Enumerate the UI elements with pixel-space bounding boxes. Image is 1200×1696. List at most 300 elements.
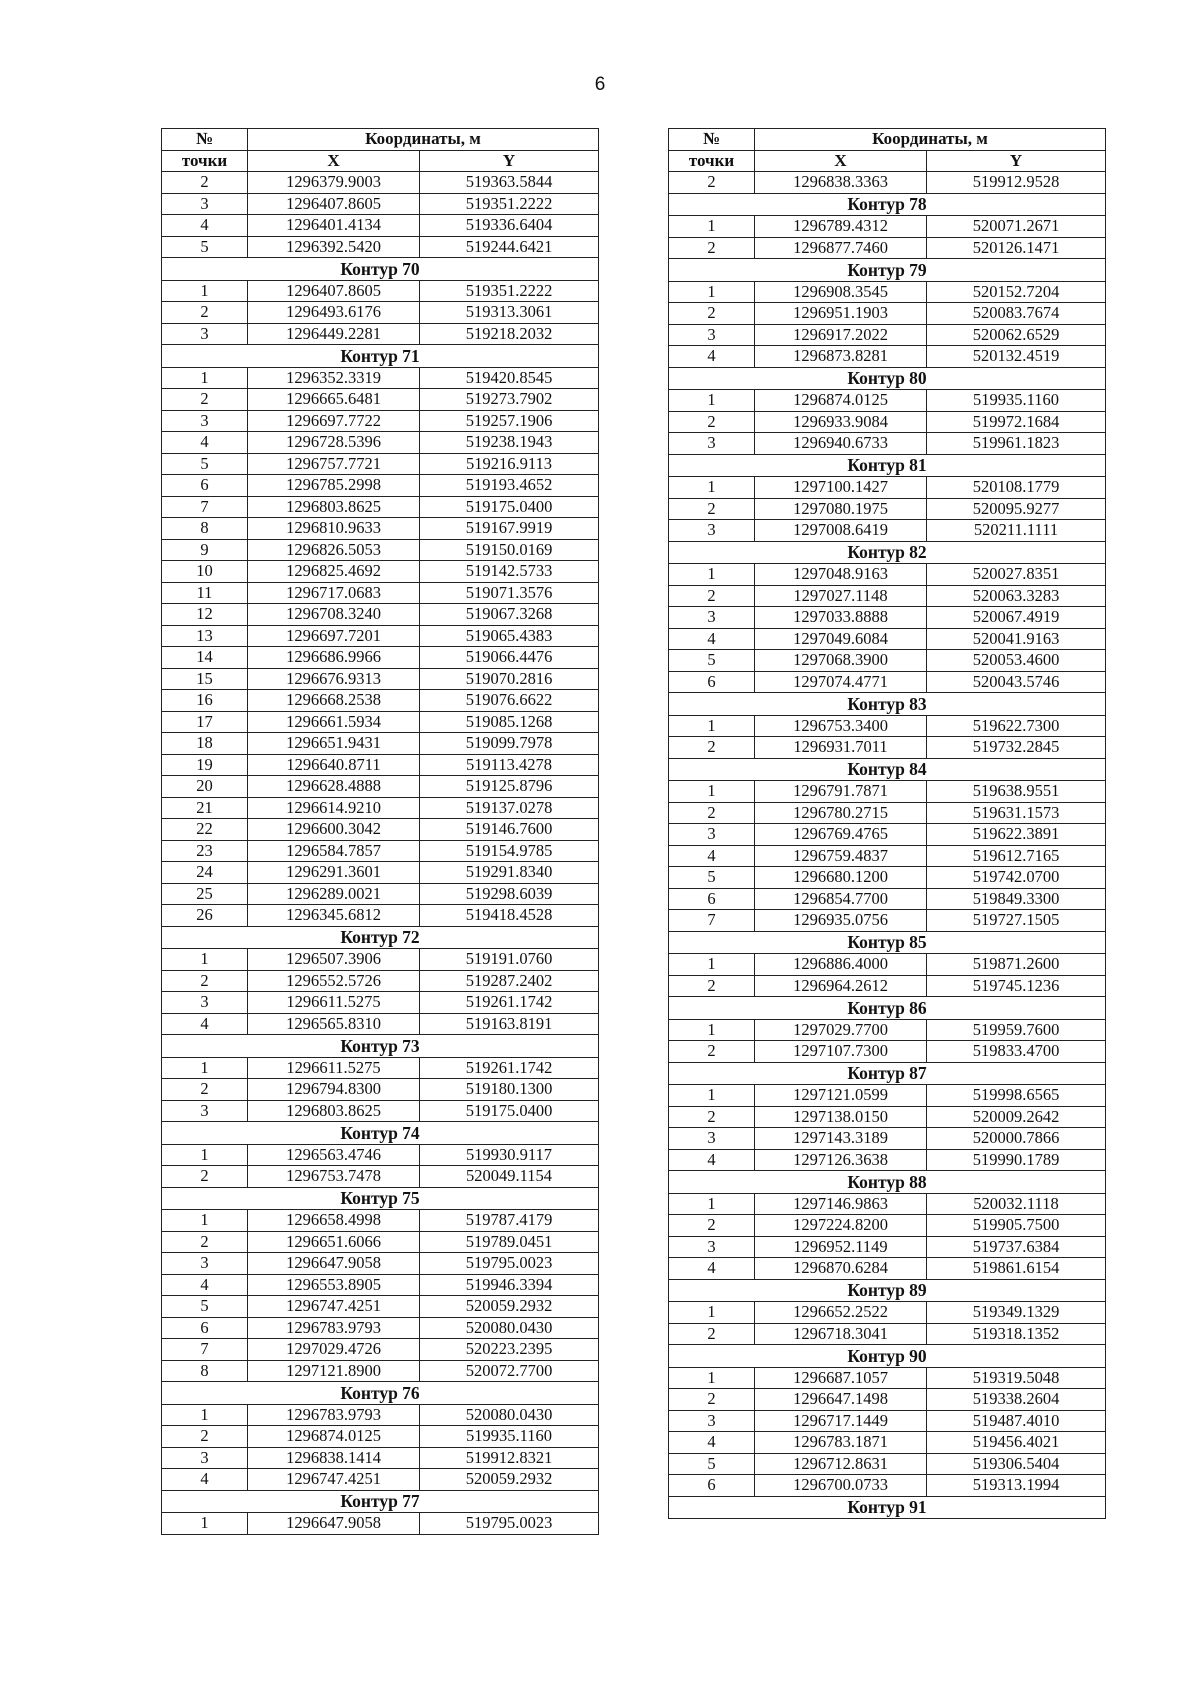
y-coordinate-cell: 520009.2642 <box>927 1106 1106 1128</box>
table-row <box>162 367 599 389</box>
x-coordinate-cell: 1296449.2281 <box>248 323 420 345</box>
y-coordinate-cell: 520080.0430 <box>420 1317 599 1339</box>
table-row <box>162 323 599 345</box>
table-row <box>162 215 599 237</box>
point-number-cell: 1 <box>669 1302 755 1324</box>
y-coordinate-cell: 519959.7600 <box>927 1019 1106 1041</box>
x-coordinate-cell: 1296658.4998 <box>248 1210 420 1232</box>
x-coordinate-cell: 1296563.4746 <box>248 1144 420 1166</box>
table-row <box>669 824 1106 846</box>
table-row <box>162 711 599 733</box>
contour-header-row <box>669 758 1106 781</box>
table-row <box>162 1210 599 1232</box>
contour-label: Контур 83 <box>669 693 1106 716</box>
header-point-label: точки <box>162 150 248 172</box>
coordinates-table-left <box>161 128 599 1535</box>
table-row <box>669 1475 1106 1497</box>
x-coordinate-cell: 1296345.6812 <box>248 905 420 927</box>
contour-header-row <box>669 454 1106 477</box>
y-coordinate-cell: 519833.4700 <box>927 1041 1106 1063</box>
point-number-cell: 4 <box>162 1013 248 1035</box>
x-coordinate-cell: 1296785.2998 <box>248 475 420 497</box>
table-row <box>669 303 1106 325</box>
contour-header-row <box>162 1490 599 1513</box>
point-number-cell: 1 <box>162 280 248 302</box>
y-coordinate-cell: 519638.9551 <box>927 781 1106 803</box>
table-row <box>669 1128 1106 1150</box>
header-point-label: точки <box>669 150 755 172</box>
contour-label: Контур 75 <box>162 1187 599 1210</box>
y-coordinate-cell: 519912.9528 <box>927 172 1106 194</box>
point-number-cell: 3 <box>162 193 248 215</box>
point-number-cell: 18 <box>162 733 248 755</box>
contour-header-row <box>162 1035 599 1058</box>
table-row <box>669 628 1106 650</box>
contour-header-row <box>162 258 599 281</box>
table-body-left <box>162 172 599 1535</box>
y-coordinate-cell: 519150.0169 <box>420 539 599 561</box>
point-number-cell: 4 <box>162 432 248 454</box>
table-row <box>162 453 599 475</box>
x-coordinate-cell: 1296697.7722 <box>248 410 420 432</box>
contour-header-row <box>669 541 1106 564</box>
point-number-cell: 2 <box>162 1426 248 1448</box>
y-coordinate-cell: 519298.6039 <box>420 883 599 905</box>
x-coordinate-cell: 1296717.1449 <box>755 1410 927 1432</box>
point-number-cell: 5 <box>669 650 755 672</box>
y-coordinate-cell: 519420.8545 <box>420 367 599 389</box>
header-point-number: № <box>162 129 248 151</box>
x-coordinate-cell: 1296647.1498 <box>755 1389 927 1411</box>
point-number-cell: 2 <box>669 975 755 997</box>
table-row <box>162 883 599 905</box>
table-row <box>162 1274 599 1296</box>
point-number-cell: 5 <box>669 867 755 889</box>
table-row <box>162 992 599 1014</box>
contour-label: Контур 82 <box>669 541 1106 564</box>
x-coordinate-cell: 1296687.1057 <box>755 1367 927 1389</box>
x-coordinate-cell: 1296917.2022 <box>755 324 927 346</box>
y-coordinate-cell: 520053.4600 <box>927 650 1106 672</box>
contour-label: Контур 85 <box>669 931 1106 954</box>
contour-header-row <box>669 259 1106 282</box>
contour-header-row <box>669 193 1106 216</box>
x-coordinate-cell: 1296718.3041 <box>755 1323 927 1345</box>
x-coordinate-cell: 1296791.7871 <box>755 781 927 803</box>
y-coordinate-cell: 519998.6565 <box>927 1085 1106 1107</box>
y-coordinate-cell: 519456.4021 <box>927 1432 1106 1454</box>
y-coordinate-cell: 519795.0023 <box>420 1253 599 1275</box>
point-number-cell: 6 <box>669 671 755 693</box>
x-coordinate-cell: 1296783.9793 <box>248 1317 420 1339</box>
table-row <box>162 776 599 798</box>
point-number-cell: 24 <box>162 862 248 884</box>
x-coordinate-cell: 1296877.7460 <box>755 237 927 259</box>
table-row <box>669 585 1106 607</box>
table-row <box>669 237 1106 259</box>
x-coordinate-cell: 1296407.8605 <box>248 193 420 215</box>
point-number-cell: 4 <box>669 346 755 368</box>
contour-label: Контур 91 <box>669 1496 1106 1519</box>
y-coordinate-cell: 519137.0278 <box>420 797 599 819</box>
table-row <box>162 1253 599 1275</box>
y-coordinate-cell: 519905.7500 <box>927 1215 1106 1237</box>
table-row <box>669 498 1106 520</box>
table-row <box>162 561 599 583</box>
x-coordinate-cell: 1296493.6176 <box>248 302 420 324</box>
table-row <box>162 280 599 302</box>
y-coordinate-cell: 519418.4528 <box>420 905 599 927</box>
x-coordinate-cell: 1297121.8900 <box>248 1360 420 1382</box>
table-row <box>669 281 1106 303</box>
table-row <box>669 346 1106 368</box>
y-coordinate-cell: 520126.1471 <box>927 237 1106 259</box>
x-coordinate-cell: 1297138.0150 <box>755 1106 927 1128</box>
x-coordinate-cell: 1296584.7857 <box>248 840 420 862</box>
x-coordinate-cell: 1296826.5053 <box>248 539 420 561</box>
y-coordinate-cell: 519742.0700 <box>927 867 1106 889</box>
y-coordinate-cell: 519795.0023 <box>420 1513 599 1535</box>
point-number-cell: 14 <box>162 647 248 669</box>
table-row <box>162 1469 599 1491</box>
point-number-cell: 6 <box>162 475 248 497</box>
x-coordinate-cell: 1296665.6481 <box>248 389 420 411</box>
point-number-cell: 3 <box>669 324 755 346</box>
table-row <box>162 862 599 884</box>
contour-header-row <box>669 1279 1106 1302</box>
y-coordinate-cell: 519313.1994 <box>927 1475 1106 1497</box>
contour-header-row <box>669 1496 1106 1519</box>
y-coordinate-cell: 520032.1118 <box>927 1193 1106 1215</box>
header-y: Y <box>927 150 1106 172</box>
header-y: Y <box>420 150 599 172</box>
point-number-cell: 1 <box>669 390 755 412</box>
point-number-cell: 19 <box>162 754 248 776</box>
contour-header-row <box>162 1187 599 1210</box>
y-coordinate-cell: 520152.7204 <box>927 281 1106 303</box>
point-number-cell: 3 <box>162 410 248 432</box>
table-row <box>669 1041 1106 1063</box>
y-coordinate-cell: 519737.6384 <box>927 1236 1106 1258</box>
table-row <box>162 1447 599 1469</box>
y-coordinate-cell: 520071.2671 <box>927 216 1106 238</box>
x-coordinate-cell: 1296803.8625 <box>248 496 420 518</box>
y-coordinate-cell: 519099.7978 <box>420 733 599 755</box>
contour-label: Контур 88 <box>669 1171 1106 1194</box>
x-coordinate-cell: 1296565.8310 <box>248 1013 420 1035</box>
x-coordinate-cell: 1296838.3363 <box>755 172 927 194</box>
contour-label: Контур 78 <box>669 193 1106 216</box>
point-number-cell: 3 <box>669 1128 755 1150</box>
table-row <box>162 733 599 755</box>
point-number-cell: 10 <box>162 561 248 583</box>
x-coordinate-cell: 1296712.8631 <box>755 1453 927 1475</box>
y-coordinate-cell: 519935.1160 <box>420 1426 599 1448</box>
point-number-cell: 26 <box>162 905 248 927</box>
contour-label: Контур 70 <box>162 258 599 281</box>
y-coordinate-cell: 519990.1789 <box>927 1149 1106 1171</box>
table-row <box>162 193 599 215</box>
point-number-cell: 2 <box>162 970 248 992</box>
contour-header-row <box>669 997 1106 1020</box>
table-row <box>669 1085 1106 1107</box>
point-number-cell: 3 <box>162 1100 248 1122</box>
y-coordinate-cell: 519146.7600 <box>420 819 599 841</box>
x-coordinate-cell: 1296600.3042 <box>248 819 420 841</box>
point-number-cell: 8 <box>162 1360 248 1382</box>
table-row <box>162 582 599 604</box>
y-coordinate-cell: 519071.3576 <box>420 582 599 604</box>
y-coordinate-cell: 519257.1906 <box>420 410 599 432</box>
x-coordinate-cell: 1296780.2715 <box>755 802 927 824</box>
table-row <box>162 1360 599 1382</box>
point-number-cell: 5 <box>669 1453 755 1475</box>
table-row <box>162 410 599 432</box>
x-coordinate-cell: 1296697.7201 <box>248 625 420 647</box>
x-coordinate-cell: 1297029.7700 <box>755 1019 927 1041</box>
table-row <box>162 1166 599 1188</box>
y-coordinate-cell: 519487.4010 <box>927 1410 1106 1432</box>
point-number-cell: 2 <box>669 585 755 607</box>
x-coordinate-cell: 1296933.9084 <box>755 411 927 433</box>
table-row <box>162 647 599 669</box>
contour-label: Контур 76 <box>162 1382 599 1405</box>
table-row <box>669 1367 1106 1389</box>
x-coordinate-cell: 1296407.8605 <box>248 280 420 302</box>
x-coordinate-cell: 1296647.9058 <box>248 1513 420 1535</box>
x-coordinate-cell: 1297048.9163 <box>755 564 927 586</box>
table-row <box>162 949 599 971</box>
header-coordinates: Координаты, м <box>248 129 599 151</box>
table-row <box>162 1144 599 1166</box>
y-coordinate-cell: 519175.0400 <box>420 496 599 518</box>
y-coordinate-cell: 520041.9163 <box>927 628 1106 650</box>
y-coordinate-cell: 519067.3268 <box>420 604 599 626</box>
point-number-cell: 22 <box>162 819 248 841</box>
y-coordinate-cell: 520043.5746 <box>927 671 1106 693</box>
table-row <box>669 802 1106 824</box>
table-row <box>669 1410 1106 1432</box>
point-number-cell: 1 <box>669 1367 755 1389</box>
contour-label: Контур 90 <box>669 1345 1106 1368</box>
table-row <box>669 1193 1106 1215</box>
point-number-cell: 4 <box>162 215 248 237</box>
point-number-cell: 1 <box>669 1019 755 1041</box>
table-row <box>162 754 599 776</box>
x-coordinate-cell: 1297146.9863 <box>755 1193 927 1215</box>
y-coordinate-cell: 519631.1573 <box>927 802 1106 824</box>
point-number-cell: 1 <box>669 216 755 238</box>
y-coordinate-cell: 519175.0400 <box>420 1100 599 1122</box>
point-number-cell: 3 <box>669 1236 755 1258</box>
x-coordinate-cell: 1296647.9058 <box>248 1253 420 1275</box>
y-coordinate-cell: 519861.6154 <box>927 1258 1106 1280</box>
y-coordinate-cell: 520083.7674 <box>927 303 1106 325</box>
x-coordinate-cell: 1296507.3906 <box>248 949 420 971</box>
y-coordinate-cell: 519935.1160 <box>927 390 1106 412</box>
x-coordinate-cell: 1296717.0683 <box>248 582 420 604</box>
table-row <box>162 389 599 411</box>
header-point-number: № <box>669 129 755 151</box>
y-coordinate-cell: 519912.8321 <box>420 1447 599 1469</box>
y-coordinate-cell: 519946.3394 <box>420 1274 599 1296</box>
y-coordinate-cell: 520095.9277 <box>927 498 1106 520</box>
y-coordinate-cell: 520108.1779 <box>927 477 1106 499</box>
table-row <box>669 910 1106 932</box>
y-coordinate-cell: 519351.2222 <box>420 193 599 215</box>
x-coordinate-cell: 1296611.5275 <box>248 992 420 1014</box>
y-coordinate-cell: 519349.1329 <box>927 1302 1106 1324</box>
point-number-cell: 7 <box>162 1339 248 1361</box>
y-coordinate-cell: 519972.1684 <box>927 411 1106 433</box>
x-coordinate-cell: 1297224.8200 <box>755 1215 927 1237</box>
table-row <box>162 302 599 324</box>
table-row <box>669 1106 1106 1128</box>
point-number-cell: 7 <box>669 910 755 932</box>
table-row <box>162 604 599 626</box>
point-number-cell: 6 <box>669 1475 755 1497</box>
contour-label: Контур 79 <box>669 259 1106 282</box>
x-coordinate-cell: 1297080.1975 <box>755 498 927 520</box>
x-coordinate-cell: 1296951.1903 <box>755 303 927 325</box>
table-row <box>669 1389 1106 1411</box>
point-number-cell: 2 <box>669 1323 755 1345</box>
y-coordinate-cell: 519244.6421 <box>420 236 599 258</box>
x-coordinate-cell: 1296668.2538 <box>248 690 420 712</box>
table-row <box>669 564 1106 586</box>
table-row <box>669 867 1106 889</box>
x-coordinate-cell: 1296753.3400 <box>755 715 927 737</box>
point-number-cell: 3 <box>669 520 755 542</box>
x-coordinate-cell: 1296783.9793 <box>248 1404 420 1426</box>
point-number-cell: 1 <box>669 1085 755 1107</box>
y-coordinate-cell: 519318.1352 <box>927 1323 1106 1345</box>
x-coordinate-cell: 1296874.0125 <box>248 1426 420 1448</box>
point-number-cell: 5 <box>162 1296 248 1318</box>
x-coordinate-cell: 1296874.0125 <box>755 390 927 412</box>
point-number-cell: 3 <box>669 433 755 455</box>
contour-label: Контур 74 <box>162 1122 599 1145</box>
x-coordinate-cell: 1297068.3900 <box>755 650 927 672</box>
point-number-cell: 2 <box>669 237 755 259</box>
point-number-cell: 4 <box>162 1274 248 1296</box>
x-coordinate-cell: 1296940.6733 <box>755 433 927 455</box>
table-row <box>162 1079 599 1101</box>
y-coordinate-cell: 520080.0430 <box>420 1404 599 1426</box>
table-row <box>669 975 1106 997</box>
point-number-cell: 12 <box>162 604 248 626</box>
point-number-cell: 1 <box>669 1193 755 1215</box>
table-row <box>669 1236 1106 1258</box>
x-coordinate-cell: 1296614.9210 <box>248 797 420 819</box>
y-coordinate-cell: 519789.0451 <box>420 1231 599 1253</box>
table-row <box>669 1149 1106 1171</box>
point-number-cell: 3 <box>162 1253 248 1275</box>
x-coordinate-cell: 1296686.9966 <box>248 647 420 669</box>
header-x: X <box>248 150 420 172</box>
y-coordinate-cell: 519218.2032 <box>420 323 599 345</box>
point-number-cell: 1 <box>669 715 755 737</box>
point-number-cell: 25 <box>162 883 248 905</box>
point-number-cell: 2 <box>162 1166 248 1188</box>
table-row <box>162 432 599 454</box>
y-coordinate-cell: 519076.6622 <box>420 690 599 712</box>
table-row <box>669 845 1106 867</box>
contour-header-row <box>669 693 1106 716</box>
point-number-cell: 23 <box>162 840 248 862</box>
x-coordinate-cell: 1296652.2522 <box>755 1302 927 1324</box>
table-row <box>669 650 1106 672</box>
point-number-cell: 3 <box>162 992 248 1014</box>
y-coordinate-cell: 519732.2845 <box>927 737 1106 759</box>
contour-label: Контур 77 <box>162 1490 599 1513</box>
x-coordinate-cell: 1296952.1149 <box>755 1236 927 1258</box>
x-coordinate-cell: 1296651.9431 <box>248 733 420 755</box>
table-row <box>162 1013 599 1035</box>
x-coordinate-cell: 1296759.4837 <box>755 845 927 867</box>
y-coordinate-cell: 519216.9113 <box>420 453 599 475</box>
contour-label: Контур 86 <box>669 997 1106 1020</box>
point-number-cell: 2 <box>162 172 248 194</box>
table-row <box>669 411 1106 433</box>
point-number-cell: 4 <box>669 1432 755 1454</box>
y-coordinate-cell: 519191.0760 <box>420 949 599 971</box>
page-number: 6 <box>594 74 606 95</box>
x-coordinate-cell: 1296553.8905 <box>248 1274 420 1296</box>
contour-header-row <box>162 1122 599 1145</box>
x-coordinate-cell: 1296747.4251 <box>248 1469 420 1491</box>
point-number-cell: 5 <box>162 453 248 475</box>
x-coordinate-cell: 1297074.4771 <box>755 671 927 693</box>
table-row <box>162 905 599 927</box>
x-coordinate-cell: 1296794.8300 <box>248 1079 420 1101</box>
x-coordinate-cell: 1296291.3601 <box>248 862 420 884</box>
point-number-cell: 7 <box>162 496 248 518</box>
y-coordinate-cell: 519261.1742 <box>420 992 599 1014</box>
x-coordinate-cell: 1297107.7300 <box>755 1041 927 1063</box>
coordinates-table-right <box>668 128 1106 1519</box>
x-coordinate-cell: 1296661.5934 <box>248 711 420 733</box>
point-number-cell: 1 <box>669 281 755 303</box>
y-coordinate-cell: 519163.8191 <box>420 1013 599 1035</box>
point-number-cell: 3 <box>669 824 755 846</box>
point-number-cell: 1 <box>162 367 248 389</box>
y-coordinate-cell: 519180.1300 <box>420 1079 599 1101</box>
contour-header-row <box>669 931 1106 954</box>
point-number-cell: 8 <box>162 518 248 540</box>
contour-header-row <box>669 1062 1106 1085</box>
y-coordinate-cell: 519849.3300 <box>927 888 1106 910</box>
x-coordinate-cell: 1296886.4000 <box>755 954 927 976</box>
table-row <box>162 1231 599 1253</box>
table-row <box>669 324 1106 346</box>
x-coordinate-cell: 1296628.4888 <box>248 776 420 798</box>
x-coordinate-cell: 1296289.0021 <box>248 883 420 905</box>
point-number-cell: 21 <box>162 797 248 819</box>
table-row <box>162 797 599 819</box>
table-row <box>162 518 599 540</box>
table-row <box>162 1057 599 1079</box>
point-number-cell: 1 <box>669 564 755 586</box>
y-coordinate-cell: 520049.1154 <box>420 1166 599 1188</box>
table-row <box>669 1215 1106 1237</box>
y-coordinate-cell: 519066.4476 <box>420 647 599 669</box>
x-coordinate-cell: 1296352.3319 <box>248 367 420 389</box>
y-coordinate-cell: 519125.8796 <box>420 776 599 798</box>
y-coordinate-cell: 519273.7902 <box>420 389 599 411</box>
y-coordinate-cell: 519070.2816 <box>420 668 599 690</box>
table-row <box>669 216 1106 238</box>
